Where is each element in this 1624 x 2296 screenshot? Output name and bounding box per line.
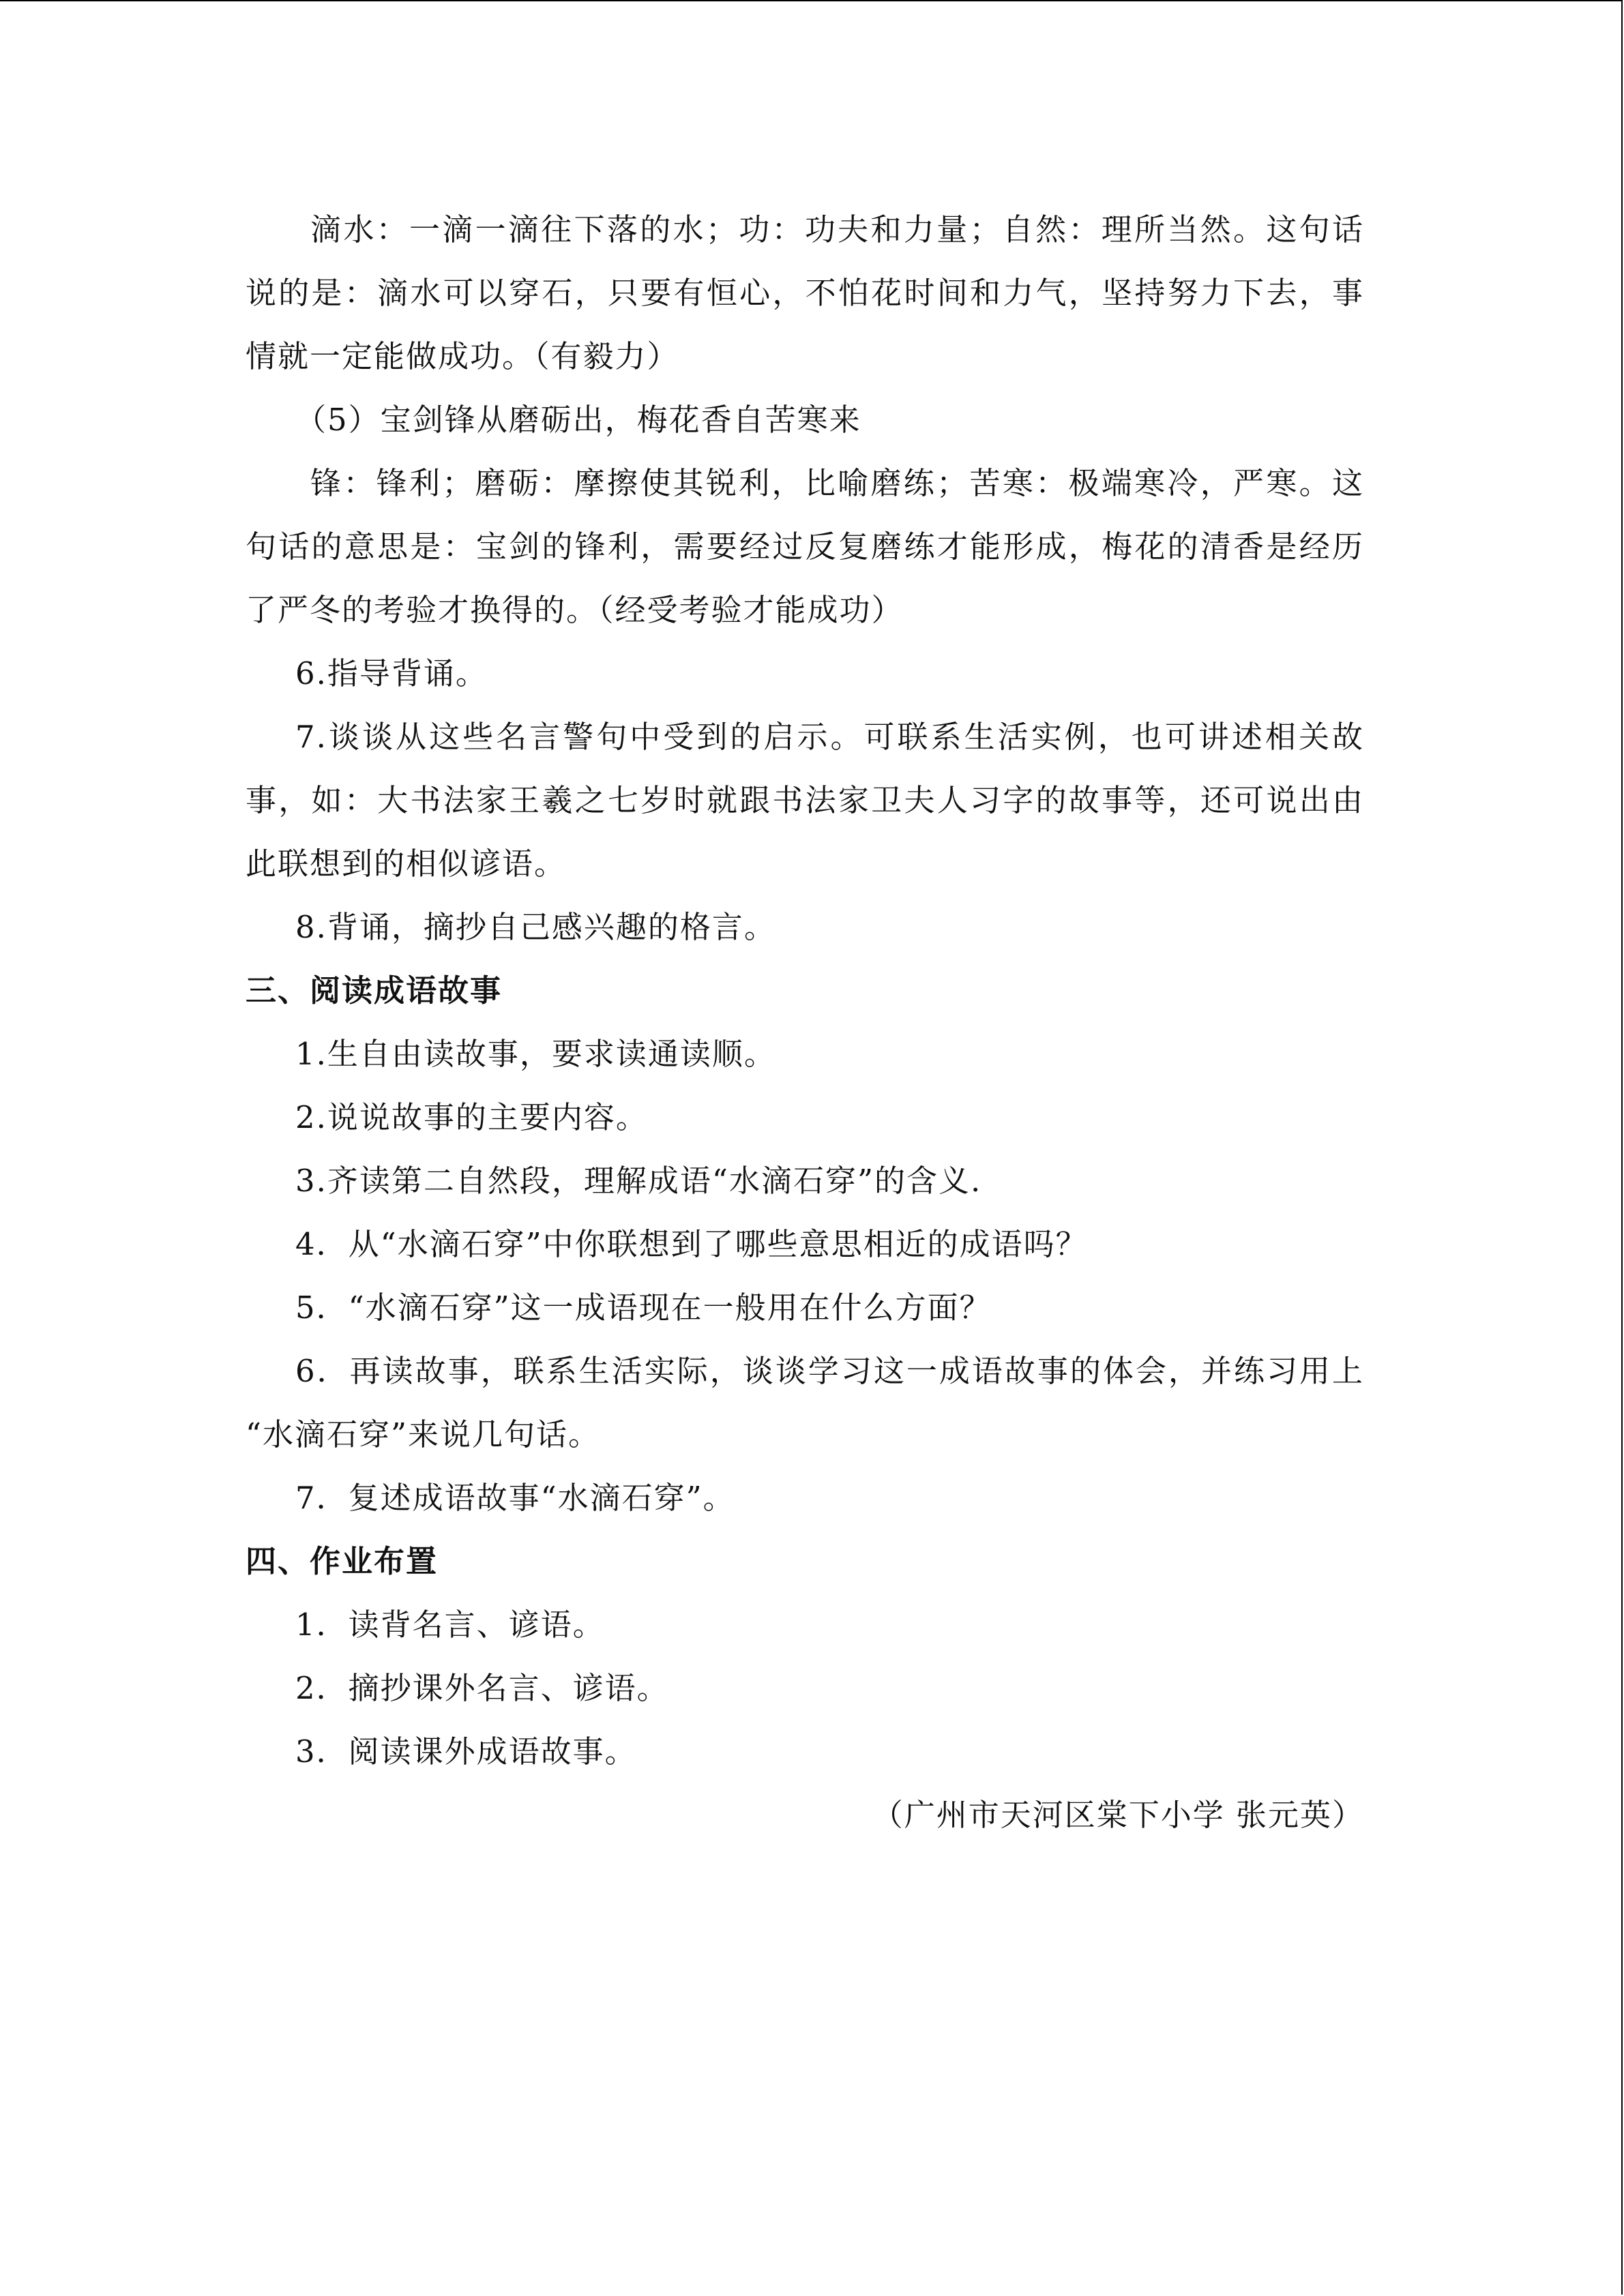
step-7-line: 此联想到的相似谚语。 bbox=[246, 846, 567, 882]
paragraph-line: 说的是：滴水可以穿石，只要有恒心，不怕花时间和力气，坚持努力下去，事 bbox=[246, 275, 1364, 311]
list-item: 3.齐读第二自然段，理解成语“水滴石穿”的含义. bbox=[295, 1163, 982, 1199]
list-item: 6．再读故事，联系生活实际，谈谈学习这一成语故事的体会，并练习用上 bbox=[295, 1353, 1364, 1389]
step-7-line: 7.谈谈从这些名言警句中受到的启示。可联系生活实例，也可讲述相关故 bbox=[295, 719, 1364, 755]
paragraph-line: 句话的意思是：宝剑的锋利，需要经过反复磨练才能形成，梅花的清香是经历 bbox=[246, 528, 1364, 565]
homework-item: 2．摘抄课外名言、谚语。 bbox=[295, 1670, 669, 1706]
list-item-continuation: “水滴石穿”来说几句话。 bbox=[246, 1416, 601, 1452]
step-8: 8.背诵，摘抄自己感兴趣的格言。 bbox=[295, 909, 776, 945]
paragraph-line: 了严冬的考验才换得的。（经受考验才能成功） bbox=[246, 592, 904, 628]
step-7-line: 事，如：大书法家王羲之七岁时就跟书法家卫夫人习字的故事等，还可说出由 bbox=[246, 782, 1364, 818]
proverb-item-5: （5）宝剑锋从磨砺出，梅花香自苦寒来 bbox=[295, 402, 861, 438]
section-4-heading: 四、作业布置 bbox=[246, 1543, 439, 1579]
document-body bbox=[246, 198, 1364, 1847]
list-item: 2.说说故事的主要内容。 bbox=[295, 1099, 648, 1135]
paragraph-line: 情就一定能做成功。（有毅力） bbox=[246, 338, 679, 374]
homework-item: 3．阅读课外成语故事。 bbox=[295, 1733, 637, 1770]
list-item: 7．复述成语故事“水滴石穿”。 bbox=[295, 1480, 735, 1516]
paragraph-line: 锋：锋利；磨砺：摩擦使其锐利，比喻磨练；苦寒：极端寒冷，严寒。这 bbox=[310, 465, 1364, 501]
homework-item: 1．读背名言、谚语。 bbox=[295, 1607, 605, 1643]
section-3-heading: 三、阅读成语故事 bbox=[246, 972, 503, 1009]
author-signature: （广州市天河区棠下小学 张元英） bbox=[872, 1797, 1364, 1833]
list-item: 1.生自由读故事，要求读通读顺。 bbox=[295, 1036, 776, 1072]
step-6: 6.指导背诵。 bbox=[295, 655, 488, 691]
list-item: 4．从“水滴石穿”中你联想到了哪些意思相近的成语吗？ bbox=[295, 1226, 1088, 1262]
paragraph-line: 滴水：一滴一滴往下落的水；功：功夫和力量；自然：理所当然。这句话 bbox=[310, 211, 1364, 248]
list-item: 5．“水滴石穿”这一成语现在一般用在什么方面？ bbox=[295, 1289, 992, 1326]
